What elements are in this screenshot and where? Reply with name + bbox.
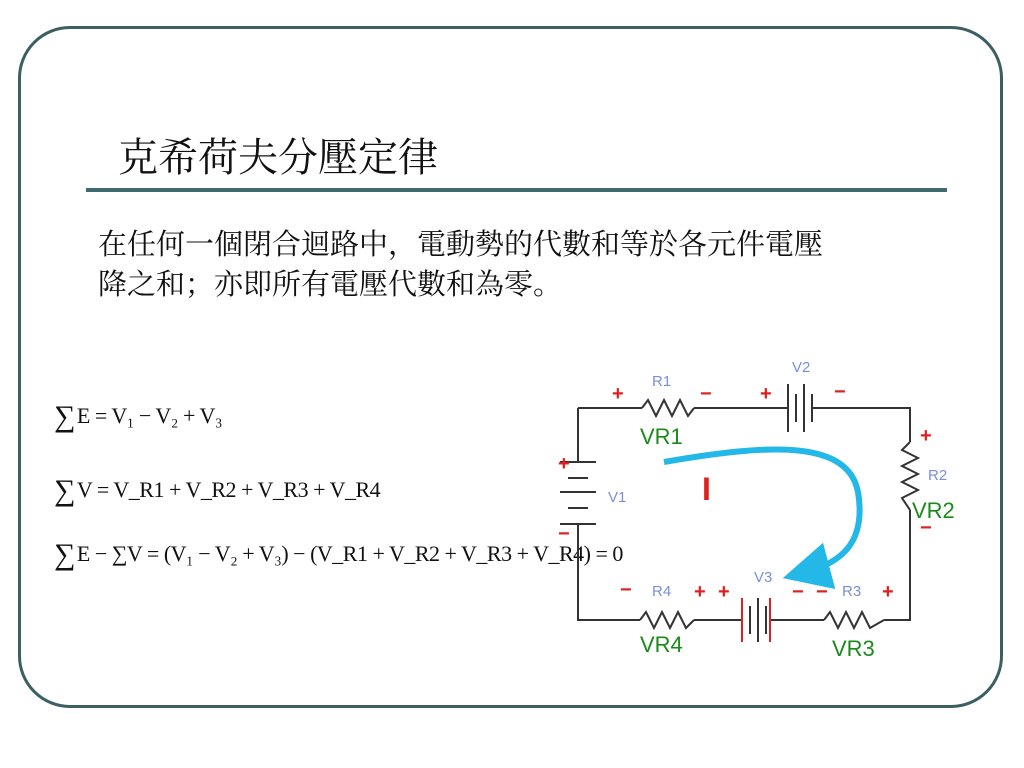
slide-title: 克希荷夫分壓定律 [118, 135, 438, 181]
polarity-v2-minus: − [834, 381, 846, 403]
battery-v3 [742, 598, 770, 642]
label-v3: V3 [754, 569, 773, 586]
sigma-symbol: ∑ [54, 538, 75, 571]
circuit-diagram [548, 352, 988, 662]
polarity-v2-plus: + [760, 383, 772, 405]
battery-v2 [788, 384, 812, 432]
polarity-r2-minus: − [920, 517, 932, 539]
label-vr3: VR3 [832, 636, 875, 661]
label-v1: V1 [608, 489, 627, 506]
body-line-2: 降之和；亦即所有電壓代數和為零。 [98, 267, 563, 301]
current-label: I [702, 471, 711, 507]
label-vr1: VR1 [640, 424, 683, 449]
slide-body [98, 224, 966, 304]
formula-kvl [54, 538, 623, 572]
polarity-r1-plus: + [612, 383, 624, 405]
polarity-r4-plus: + [694, 581, 706, 603]
resistor-r3 [824, 612, 884, 628]
polarity-v1-minus: − [558, 523, 570, 545]
sigma-symbol: ∑ [54, 400, 75, 433]
resistor-r4 [640, 612, 694, 628]
title-divider [86, 188, 947, 192]
resistor-r1 [642, 400, 694, 416]
label-r1: R1 [652, 373, 672, 390]
sigma-symbol: ∑ [54, 474, 75, 507]
polarity-r3-plus: + [882, 581, 894, 603]
current-arrow [664, 450, 860, 572]
formula-voltage-sum [54, 474, 380, 508]
formula-emf-sum [54, 400, 222, 434]
label-r3: R3 [842, 583, 862, 600]
polarity-v3-plus: + [718, 581, 730, 603]
polarity-v3-minus: − [792, 581, 804, 603]
label-v2: V2 [792, 359, 811, 376]
polarity-r1-minus: − [700, 383, 712, 405]
formula-emf-sum-text: E = V₁ − V₂ + V₃ [76, 403, 223, 428]
polarity-r4-minus: − [620, 579, 632, 601]
label-vr4: VR4 [640, 632, 683, 657]
label-r2: R2 [928, 467, 948, 484]
polarity-v1-plus: + [558, 453, 570, 475]
formula-voltage-sum-text: V = V_R1 + V_R2 + V_R3 + V_R4 [76, 477, 381, 502]
formula-kvl-text: E − ∑V = (V₁ − V₂ + V₃) − (V_R1 + V_R2 + V_R3 + V_R4) = 0 [76, 541, 623, 566]
label-r4: R4 [652, 583, 672, 600]
label-vr2: VR2 [912, 498, 955, 523]
body-line-1: 在任何一個閉合迴路中，電動勢的代數和等於各元件電壓 [98, 227, 824, 261]
polarity-r2-plus: + [920, 425, 932, 447]
polarity-r3-minus: − [816, 581, 828, 603]
